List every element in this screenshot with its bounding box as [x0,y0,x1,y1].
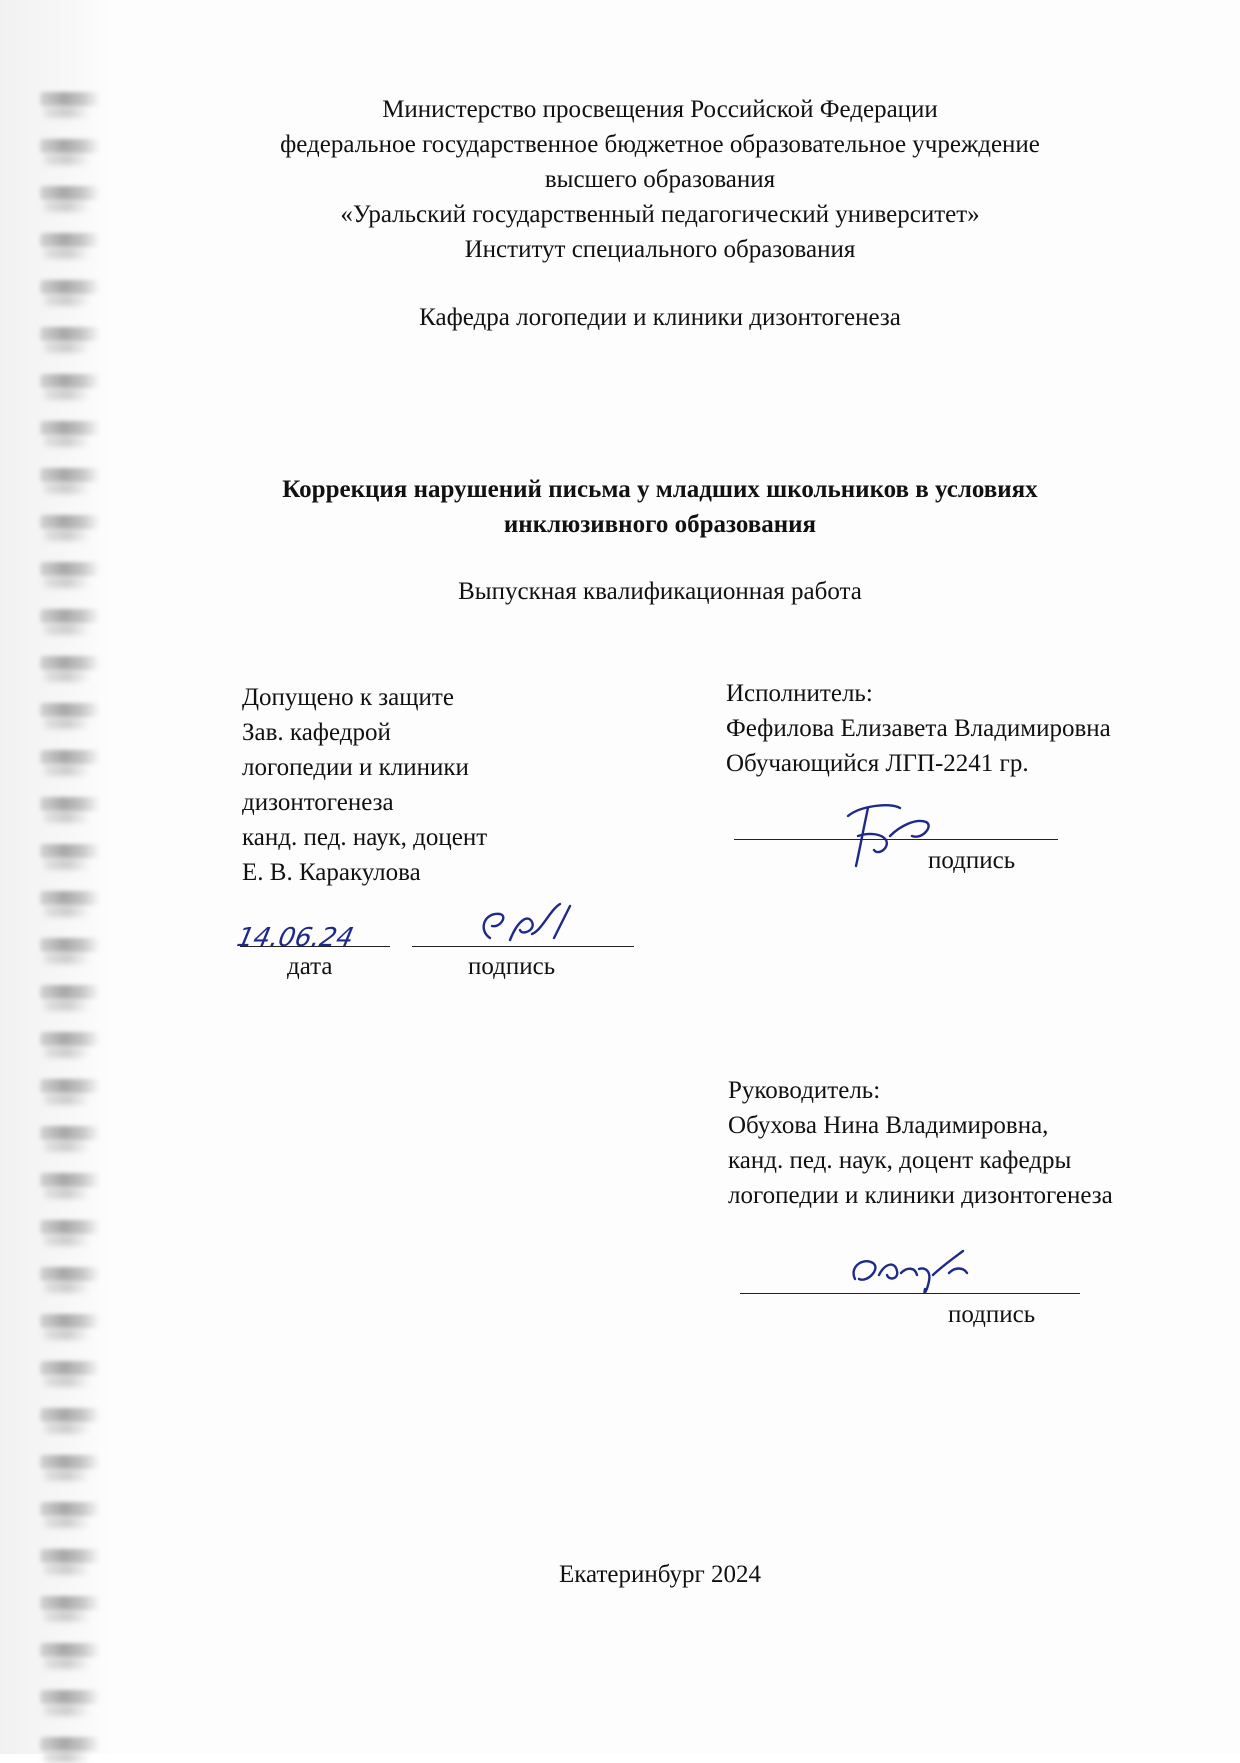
binding-ring [40,1408,100,1422]
thesis-title [150,472,1170,542]
binding-ring [40,985,100,999]
date-caption: дата [287,953,333,980]
binding-ring [40,797,100,811]
header-line-university: «Уральский государственный педагогический университет» [340,201,980,228]
binding-ring [40,1314,100,1328]
institution-header [150,92,1170,267]
executor-name: Фефилова Елизавета Владимировна [726,715,1111,742]
binding-ring [40,1455,100,1469]
header-line-institute: Институт специального образования [464,236,856,263]
executor-signature-caption: подпись [928,847,1016,874]
binding-ring [40,1032,100,1046]
binding-ring [40,186,100,200]
executor-signature-line [734,839,1058,840]
binding-ring [40,1737,100,1751]
executor-group: Обучающийся ЛГП-2241 гр. [726,750,1029,777]
binding-ring [40,468,100,482]
date-line [240,946,390,947]
department-name: Кафедра логопедии и клиники дизонтогенеза [419,304,901,331]
binding-ring [40,1690,100,1704]
binding-ring [40,1173,100,1187]
admission-block [242,680,487,890]
admission-line: канд. пед. наук, доцент [242,824,488,851]
binding-ring [40,844,100,858]
binding-ring [40,1643,100,1657]
header-line-institution-type: федеральное государственное бюджетное образовательное учреждение [280,131,1040,158]
supervisor-name: Обухова Нина Владимировна, [728,1112,1049,1139]
supervisor-signature-line [740,1293,1080,1294]
binding-ring [40,327,100,341]
binding-ring [40,1596,100,1610]
binding-ring [40,139,100,153]
binding-ring [40,374,100,388]
spiral-binding [0,0,110,1754]
binding-ring [40,233,100,247]
binding-ring [40,609,100,623]
supervisor-block [728,1073,1113,1213]
binding-ring [40,562,100,576]
binding-ring [40,1361,100,1375]
executor-block [726,676,1111,781]
supervisor-signature-caption: подпись [948,1301,1036,1328]
city-year: Екатеринбург 2024 [558,1561,762,1588]
binding-ring [40,421,100,435]
binding-ring [40,515,100,529]
binding-ring [40,1126,100,1140]
binding-ring [40,703,100,717]
header-line-education-level: высшего образования [544,166,776,193]
binding-ring [40,1502,100,1516]
supervisor-label: Руководитель: [728,1077,881,1104]
binding-ring [40,92,100,106]
supervisor-title: канд. пед. наук, доцент кафедры [728,1147,1072,1174]
binding-ring [40,938,100,952]
binding-ring [40,1267,100,1281]
binding-ring [40,280,100,294]
supervisor-department: логопедии и клиники дизонтогенеза [728,1182,1113,1209]
admission-line: логопедии и клиники [242,754,469,781]
admission-head-name: Е. В. Каракулова [242,859,421,886]
handwritten-date-text: 14.06.24 [234,923,357,953]
executor-label: Исполнитель: [726,680,873,707]
head-signature-caption: подпись [468,953,556,980]
head-signature-line [412,946,634,947]
binding-ring [40,1079,100,1093]
header-line-ministry: Министерство просвещения Российской Федерации [382,96,938,123]
thesis-title-line-1: Коррекция нарушений письма у младших школьников в условиях [282,476,1038,503]
thesis-title-line-2: инклюзивного образования [503,511,817,538]
admission-line: дизонтогенеза [242,789,394,816]
binding-ring [40,1549,100,1563]
admission-line: Допущено к защите [242,684,454,711]
binding-ring [40,656,100,670]
binding-ring [40,750,100,764]
binding-ring [40,1220,100,1234]
admission-line: Зав. кафедрой [242,719,391,746]
binding-ring [40,891,100,905]
work-type: Выпускная квалификационная работа [458,578,862,605]
head-signature [470,900,590,960]
